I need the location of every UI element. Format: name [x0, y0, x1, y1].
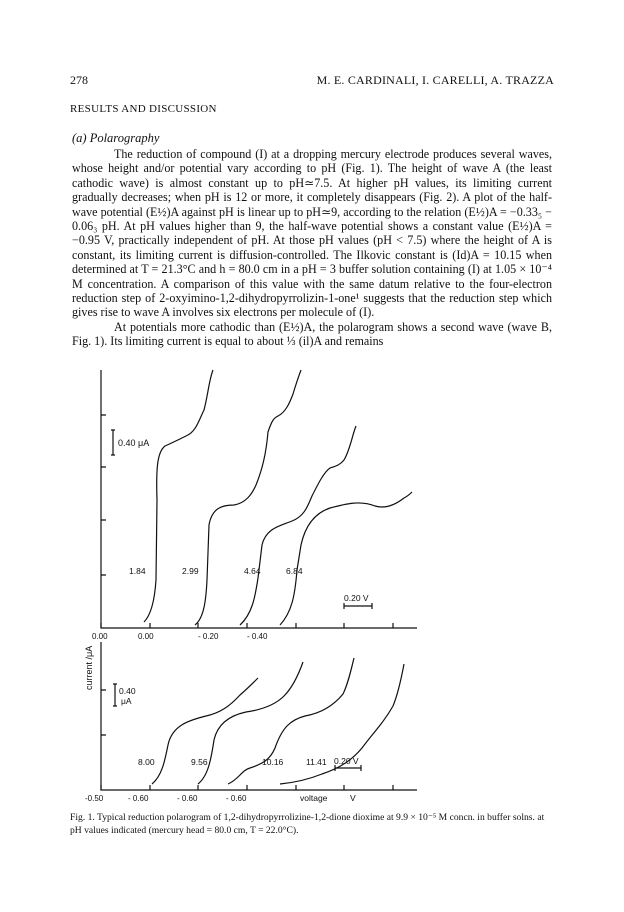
x-axis-label: voltage	[300, 793, 328, 803]
y-ticks	[101, 415, 106, 735]
polarogram-ph-11.41	[280, 664, 404, 784]
current-scale-bar-top	[111, 430, 115, 455]
top-ph-label: 6.84	[286, 566, 303, 576]
top-panel-frame	[101, 370, 417, 628]
top-voltage-scale-label: 0.20 V	[344, 593, 369, 603]
x-axis-unit: V	[350, 793, 356, 803]
bottom-ph-label: 10.16	[262, 757, 284, 767]
polarogram-ph-1.84	[144, 370, 213, 622]
voltage-scale-bar-top	[344, 603, 372, 609]
paragraph-1: The reduction of compound (I) at a dropping mercury electrode produces several waves, whose height and/or potential vary according to pH (Fig. 1). The height of wave A (the least cathodic wave) is almost constant up to pH≃7.5. At higher pH values, its limiting current gradually decreases; when pH is 12 or more, it completely disappears (Fig. 2). A plot of the half-wave potential (E½)A against pH is linear up to pH≃9, according to the relation (E½)A = −0.33₅ − 0.06₃ pH. At pH values higher than 9, the half-wave potential shows a constant value (E½)A = −0.95 V, practically independent of pH. At those pH values (pH < 7.5) where the height of A is constant, its limiting current is diffusion-controlled. The Ilkovic constant is (Id)A = 10.15 when determined at T = 21.3°C and h = 80.0 cm in a pH = 3 buffer solution containing (I) at 1.05 × 10⁻⁴ M concentration. A comparison of this value with the same datum relative to the four-electron reduction step of 2-oxyimino-1,2-dihydropyrrolizin-1-one¹ suggests that the reduction step which gives rise to wave A involves six electrons per molecule of (I).	[72, 147, 552, 320]
bottom-axis-tick: - 0.60	[177, 794, 198, 803]
top-ph-label: 4.64	[244, 566, 261, 576]
bottom-axis-tick: - 0.60	[128, 794, 149, 803]
x-ticks-bottom	[101, 785, 393, 790]
top-ph-label: 2.99	[182, 566, 199, 576]
top-ph-label: 1.84	[129, 566, 146, 576]
top-axis-tick: - 0.20	[198, 632, 219, 641]
x-ticks-top	[101, 623, 393, 628]
paragraph-2: At potentials more cathodic than (E½)A, the polarogram shows a second wave (wave B, Fig. 1). Its limiting current is equal to about ⅓ (il)A and remains	[72, 319, 552, 349]
polarogram-ph-6.84	[280, 492, 412, 625]
bottom-current-scale-value: 0.40	[119, 686, 136, 696]
top-axis-tick: 0.00	[138, 632, 154, 641]
bottom-axis-tick: - 0.60	[226, 794, 247, 803]
top-axis-tick: - 0.40	[247, 632, 268, 641]
bottom-ph-label: 9.56	[191, 757, 208, 767]
section-title: RESULTS AND DISCUSSION	[70, 103, 217, 115]
bottom-voltage-scale-label: 0.20 V	[334, 756, 359, 766]
page-number: 278	[70, 73, 88, 87]
y-axis-label: current /μA	[84, 645, 94, 690]
polarogram-ph-2.99	[195, 370, 301, 625]
bottom-axis-tick: -0.50	[85, 794, 104, 803]
bottom-ph-label: 11.41	[306, 757, 327, 767]
bottom-ph-label: 8.00	[138, 757, 155, 767]
polarogram-ph-9.56	[198, 662, 303, 784]
running-authors: M. E. CARDINALI, I. CARELLI, A. TRAZZA	[316, 73, 554, 87]
polarogram-ph-4.64	[240, 426, 356, 625]
top-current-scale-label: 0.40 μA	[118, 438, 150, 448]
figure-caption: Fig. 1. Typical reduction polarogram of 1,2-dihydropyrrolizine-1,2-dione dioxime at 9.9 × 10⁻⁵ M concn. in buffer solns. at pH values indicated (mercury head = 80.0 cm, T = 22.0°C).	[70, 812, 545, 836]
current-scale-bar-bottom	[113, 684, 117, 706]
bottom-panel-frame	[101, 642, 417, 790]
polarogram-ph-8.00	[152, 678, 258, 784]
subsection-title: (a) Polarography	[72, 131, 160, 145]
top-axis-tick: 0.00	[92, 632, 108, 641]
bottom-current-scale-unit: μA	[121, 696, 132, 706]
